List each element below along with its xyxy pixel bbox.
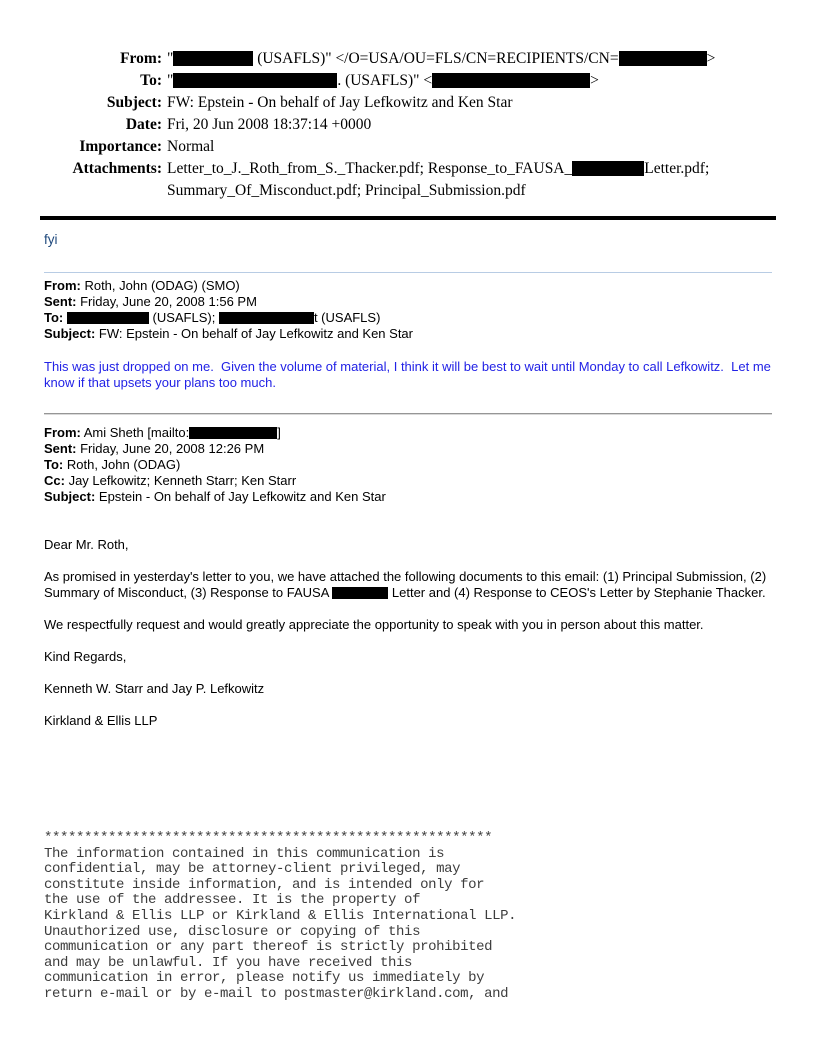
from-address-text: (USAFLS)" </O=USA/OU=FLS/CN=RECIPIENTS/CN= <box>253 50 619 67</box>
thick-divider <box>40 216 776 220</box>
section-divider <box>44 413 772 415</box>
sent-label: Sent: <box>44 441 77 456</box>
fyi-note: fyi <box>44 232 58 247</box>
paragraph-text: Letter and (4) Response to CEOS's Letter by Stephanie Thacker. <box>388 585 766 600</box>
forward-note: This was just dropped on me. Given the volume of material, I think it will be best to wait until Monday to call Lefkowitz. Let me know if that upsets your plans too much. <box>44 359 775 390</box>
disclaimer-line: return e-mail or by e-mail to postmaster@kirkland.com, and <box>44 985 509 1002</box>
disclaimer-line: The information contained in this communication is <box>44 845 445 862</box>
date-label: Date: <box>125 116 162 133</box>
redaction-bar <box>173 73 337 88</box>
to-close-bracket: > <box>590 72 599 89</box>
fwd2-to-row <box>44 457 772 473</box>
disclaimer-line: and may be unlawful. If you have received this <box>44 954 413 971</box>
attachment-names: Letter.pdf; <box>644 160 710 177</box>
paragraph-text: As promised in yesterday's letter to you, we have attached the following documents to this email: (1) Principal Submission, (2) Summary of Misconduct, (3) Response to FAUSA <box>44 569 770 600</box>
confidentiality-disclaimer <box>44 831 772 1003</box>
to-value: Roth, John (ODAG) <box>63 457 181 472</box>
signature-firm: Kirkland & Ellis LLP <box>44 713 158 728</box>
from-value <box>167 48 772 70</box>
header-row-from <box>44 48 772 70</box>
to-label: To: <box>140 72 162 89</box>
sent-value: Friday, June 20, 2008 12:26 PM <box>76 441 265 456</box>
fwd2-sent-row <box>44 441 772 457</box>
redaction-bar <box>432 73 590 88</box>
to-label: To: <box>44 310 64 325</box>
redaction-bar <box>67 312 149 324</box>
from-label: From: <box>44 425 81 440</box>
fwd2-cc-row <box>44 473 772 489</box>
redaction-bar <box>173 51 253 66</box>
subject-value: FW: Epstein - On behalf of Jay Lefkowitz and Ken Star <box>95 326 413 341</box>
from-value: ] <box>277 425 281 440</box>
salutation: Dear Mr. Roth, <box>44 537 129 552</box>
subject-value: Epstein - On behalf of Jay Lefkowitz and Ken Star <box>95 489 386 504</box>
subject-value: FW: Epstein - On behalf of Jay Lefkowitz and Ken Star <box>167 94 513 111</box>
from-label: From: <box>44 278 81 293</box>
fwd1-sent-row <box>44 294 772 310</box>
from-open-quote: " <box>167 50 174 67</box>
cc-value: Jay Lefkowitz; Kenneth Starr; Ken Starr <box>64 473 297 488</box>
header-row-date <box>44 114 772 136</box>
to-value <box>167 70 772 92</box>
redaction-bar <box>332 587 388 599</box>
section-divider <box>44 272 772 273</box>
subject-label: Subject: <box>44 326 96 341</box>
header-row-subject <box>44 92 772 114</box>
header-row-to <box>44 70 772 92</box>
from-close-bracket: > <box>706 50 716 67</box>
date-value: Fri, 20 Jun 2008 18:37:14 +0000 <box>167 116 372 133</box>
body-paragraph-1 <box>44 569 772 601</box>
header-row-attachments <box>44 158 772 202</box>
disclaimer-line: constitute inside information, and is intended only for <box>44 876 485 893</box>
forwarded-header-2 <box>44 425 772 505</box>
to-value: t (USAFLS) <box>313 310 381 325</box>
from-value: Ami Sheth [mailto: <box>80 425 190 440</box>
forwarded-header-1 <box>44 278 772 342</box>
to-address-text: . (USAFLS)" < <box>337 72 433 89</box>
to-value: (USAFLS); <box>148 310 219 325</box>
fwd1-to-row <box>44 310 772 326</box>
disclaimer-line: communication in error, please notify us immediately by <box>44 970 485 987</box>
redaction-bar <box>189 427 277 439</box>
sent-label: Sent: <box>44 294 77 309</box>
closing: Kind Regards, <box>44 649 127 664</box>
fwd1-from-row <box>44 278 772 294</box>
attachments-label: Attachments: <box>72 160 162 177</box>
disclaimer-line: communication or any part thereof is strictly prohibited <box>44 939 493 956</box>
from-label: From: <box>120 50 162 67</box>
to-open-quote: " <box>167 72 174 89</box>
fwd2-from-row <box>44 425 772 441</box>
fwd2-subject-row <box>44 489 772 505</box>
attachments-value <box>167 158 772 202</box>
disclaimer-line: Kirkland & Ellis LLP or Kirkland & Ellis International LLP. <box>44 907 517 924</box>
attachment-names: Letter_to_J._Roth_from_S._Thacker.pdf; Response_to_FAUSA_ <box>167 160 573 177</box>
attachment-names: Summary_Of_Misconduct.pdf; Principal_Submission.pdf <box>167 182 526 199</box>
sent-value: Friday, June 20, 2008 1:56 PM <box>76 294 257 309</box>
header-row-importance <box>44 136 772 158</box>
importance-value: Normal <box>167 138 215 155</box>
disclaimer-line: the use of the addressee. It is the property of <box>44 892 421 909</box>
redaction-bar <box>219 312 314 324</box>
subject-label: Subject: <box>44 489 96 504</box>
to-label: To: <box>44 457 64 472</box>
cc-label: Cc: <box>44 473 65 488</box>
disclaimer-line: confidential, may be attorney-client privileged, may <box>44 861 461 878</box>
signature-name: Kenneth W. Starr and Jay P. Lefkowitz <box>44 681 265 696</box>
email-header <box>44 48 772 202</box>
body-paragraph-2: We respectfully request and would greatly appreciate the opportunity to speak with you in person about this matter. <box>44 617 704 632</box>
redaction-bar <box>572 161 644 176</box>
disclaimer-line: ******************************************************** <box>44 830 493 846</box>
redaction-bar <box>619 51 707 66</box>
fwd1-subject-row <box>44 326 772 342</box>
disclaimer-line: Unauthorized use, disclosure or copying of this <box>44 923 421 940</box>
from-value: Roth, John (ODAG) (SMO) <box>80 278 240 293</box>
subject-label: Subject: <box>106 94 162 111</box>
message-body <box>44 537 772 729</box>
importance-label: Importance: <box>79 138 162 155</box>
